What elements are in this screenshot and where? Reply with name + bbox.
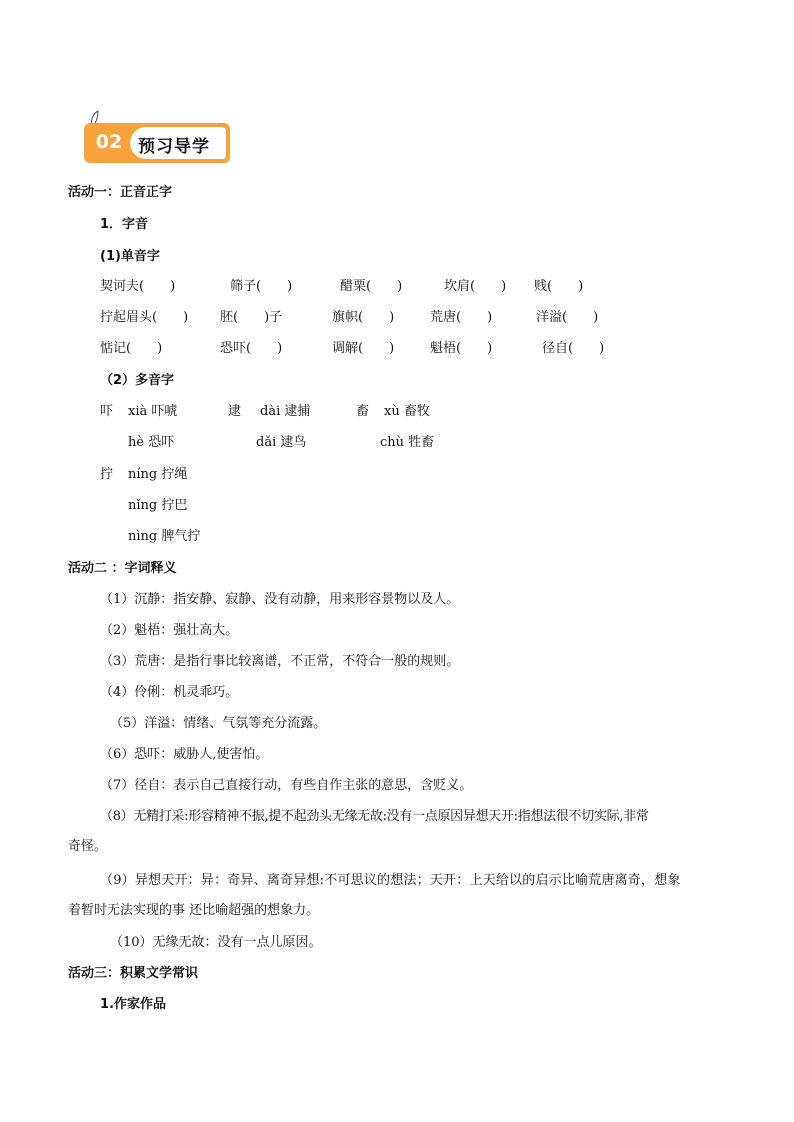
poly-reading: xù 畜牧 <box>384 404 430 419</box>
poly-reading: dǎi 逮鸟 <box>256 435 307 450</box>
definition-item: （3）荒唐：是指行事比较离谱，不正常，不符合一般的规则。 <box>100 654 460 669</box>
activity1-heading: 活动一：正音正字 <box>68 185 173 200</box>
poly-reading: dài 逮捕 <box>260 404 311 419</box>
poly-reading: nǐng 拧巴 <box>128 498 188 513</box>
single-char-item: 贱( ) <box>534 279 584 294</box>
definition-item: （8）无精打采:形容精神不振,提不起劲头无缘无故:没有一点原因异想天开:指想法很不切实际,非常 <box>100 809 649 824</box>
single-char-item: 坎肩( ) <box>444 279 507 294</box>
definition-item: （5）洋溢：情绪、气氛等充分流露。 <box>110 716 327 731</box>
single-char-item: 筛子( ) <box>230 279 293 294</box>
definition-item: （9）异想天开：异：奇异、离奇异想:不可思议的想法；天开：上天给以的启示比喻荒唐离奇，想象 <box>100 873 681 888</box>
poly-char: 逮 <box>228 404 242 419</box>
activity3-sub1: 1.作家作品 <box>100 997 166 1012</box>
poly-reading: hè 恐吓 <box>128 435 175 450</box>
single-char-item: 径自( ) <box>542 341 605 356</box>
definition-item: （7）径自：表示自己直接行动，有些自作主张的意思，含贬义。 <box>100 778 473 793</box>
single-char-item: 拧起眉头( ) <box>100 310 189 325</box>
definition-item: （10）无缘无故：没有一点儿原因。 <box>110 935 322 950</box>
single-char-item: 惦记( ) <box>100 341 163 356</box>
definition-item-cont: 奇怪。 <box>68 839 108 854</box>
single-char-item: 胚( )子 <box>220 310 283 325</box>
definition-item: （1）沉静：指安静、寂静、没有动静，用来形容景物以及人。 <box>100 592 460 607</box>
section-badge <box>84 117 234 167</box>
poly-char: 吓 <box>100 404 114 419</box>
badge-number: 02 <box>95 131 123 153</box>
activity1-sub1b: （2）多音字 <box>100 373 175 388</box>
single-char-item: 荒唐( ) <box>430 310 493 325</box>
poly-char: 畜 <box>356 404 370 419</box>
poly-reading: níng 拧绳 <box>128 467 188 482</box>
definition-item: （4）伶俐：机灵乖巧。 <box>100 685 239 700</box>
badge-title: 预习导学 <box>138 137 210 157</box>
poly-reading: chù 牲畜 <box>380 435 435 450</box>
definition-item: （2）魁梧：强壮高大。 <box>100 623 239 638</box>
single-char-item: 旗帜( ) <box>332 310 395 325</box>
poly-reading: nìng 脾气拧 <box>128 529 201 544</box>
definition-item: （6）恐吓：威胁人,使害怕。 <box>100 747 269 762</box>
poly-char: 拧 <box>100 467 114 482</box>
single-char-item: 调解( ) <box>332 341 395 356</box>
poly-reading: xià 吓唬 <box>128 404 178 419</box>
single-char-item: 恐吓( ) <box>220 341 283 356</box>
single-char-item: 醋栗( ) <box>340 279 403 294</box>
activity2-heading: 活动二 ：字词释义 <box>68 561 177 576</box>
single-char-item: 契诃夫( ) <box>100 279 176 294</box>
activity1-sub1a: (1)单音字 <box>100 249 160 264</box>
activity3-heading: 活动三：积累文学常识 <box>68 966 199 981</box>
definition-item-cont: 着暂时无法实现的事 还比喻超强的想象力。 <box>68 903 320 918</box>
single-char-item: 魁梧( ) <box>430 341 493 356</box>
single-char-item: 洋溢( ) <box>536 310 599 325</box>
activity1-sub1: 1．字音 <box>100 217 149 232</box>
